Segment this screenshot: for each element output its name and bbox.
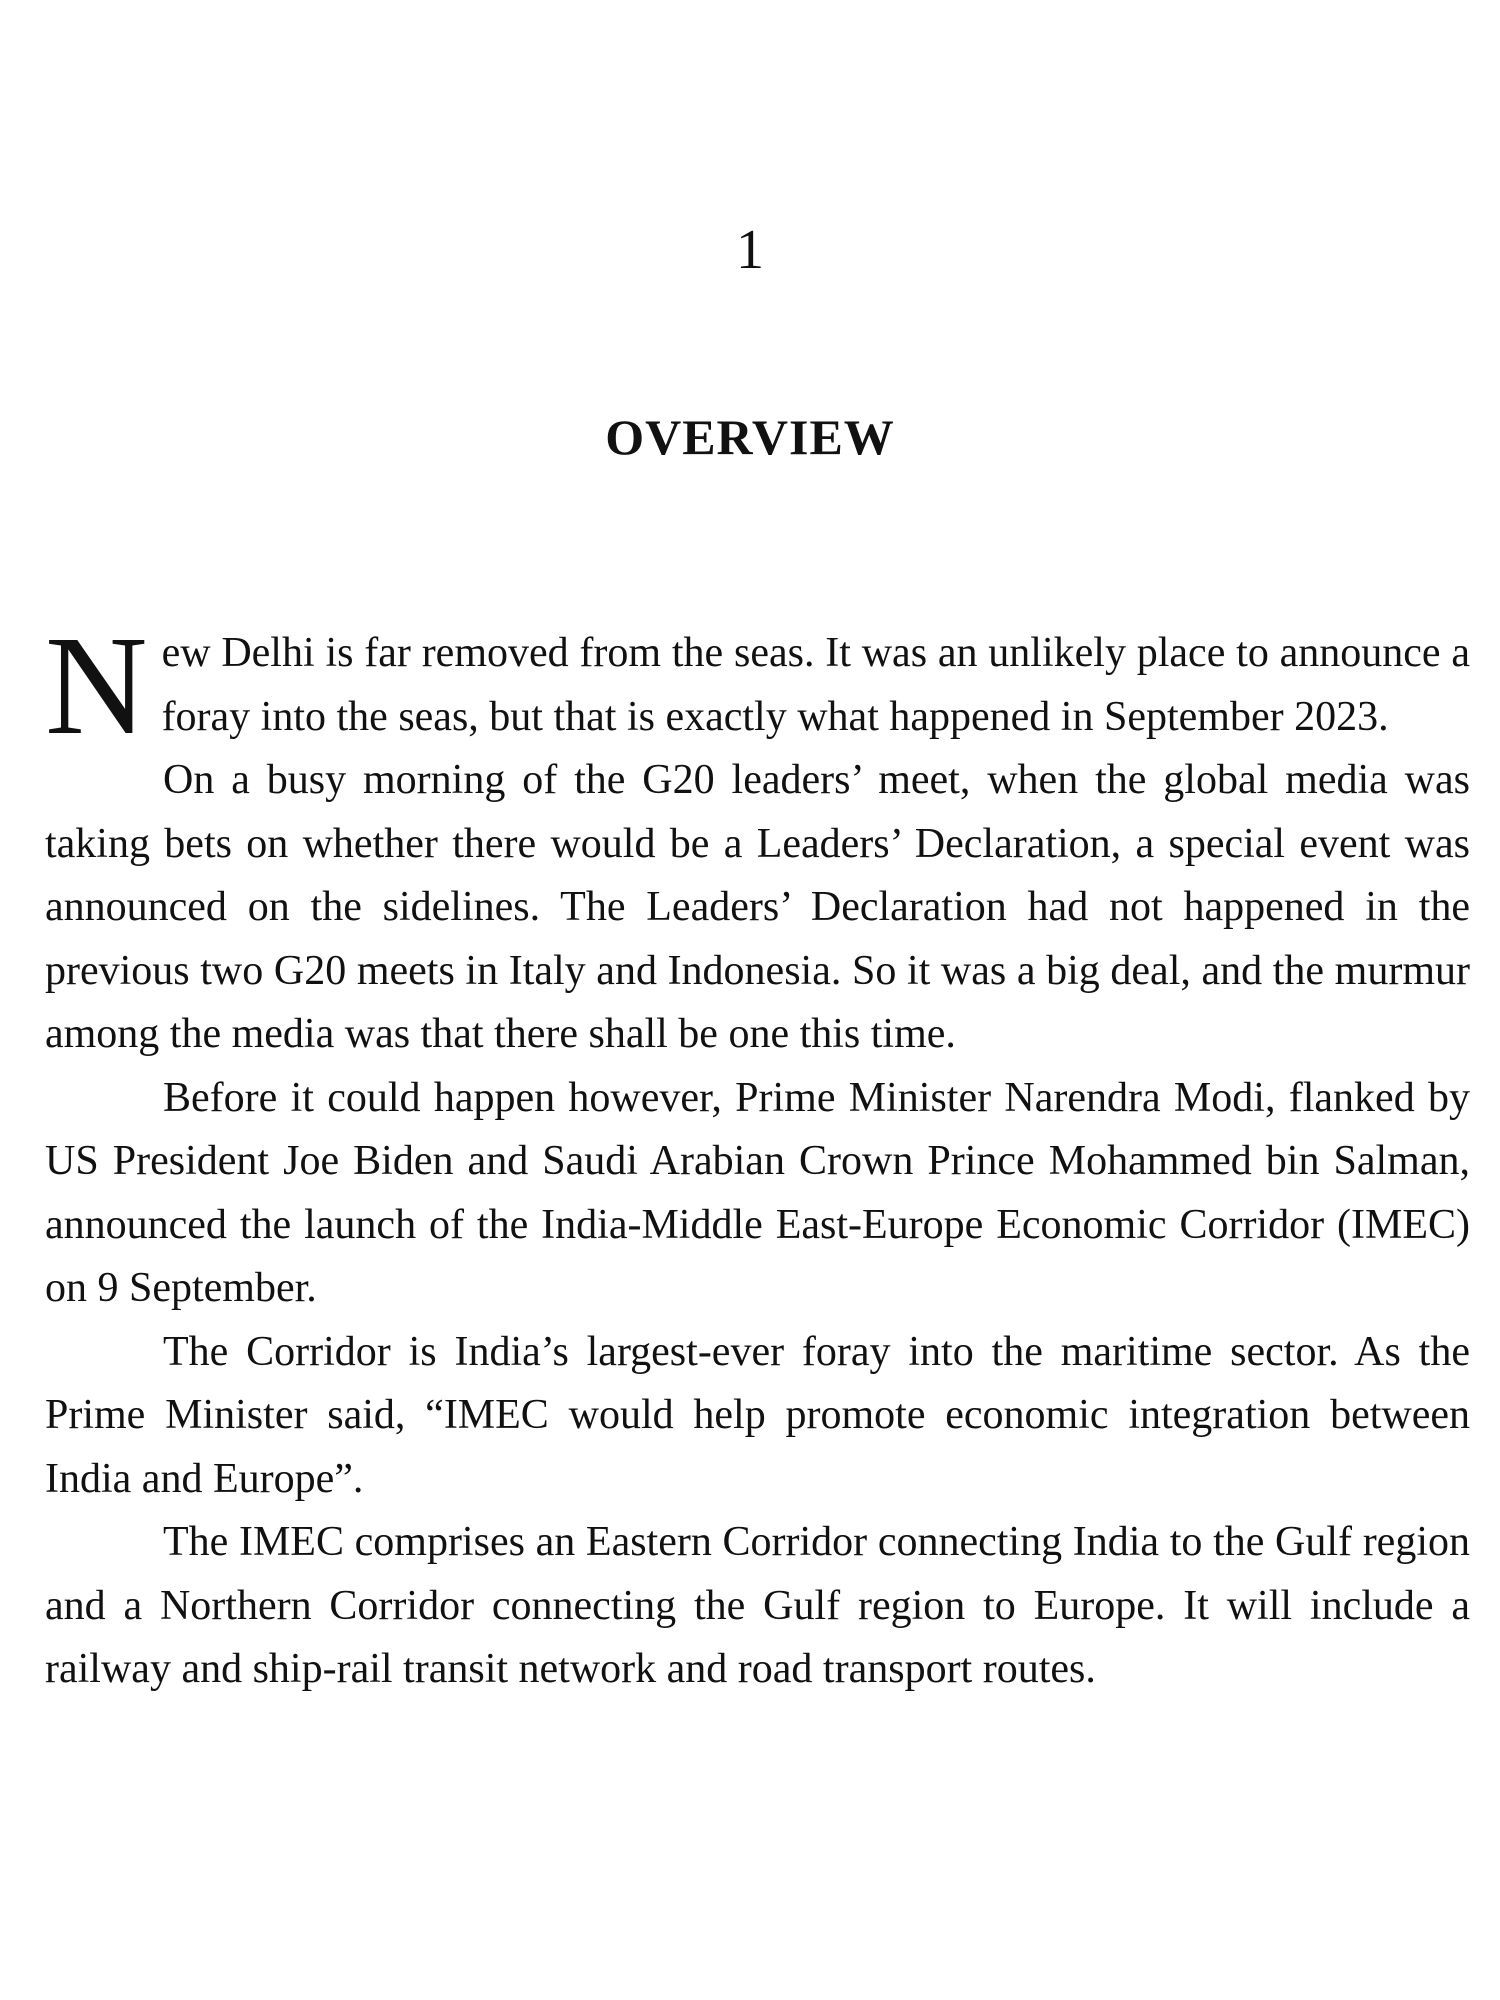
paragraph-5: The IMEC comprises an Eastern Corridor connecting India to the Gulf region and a Northern Corridor connecting the Gulf region to Europe. It will include a railway and ship-rail transit network and road transport routes. [45,1519,1470,1692]
paragraph-1 [45,606,1470,764]
drop-cap: N [45,606,148,764]
chapter-number: 1 [736,219,764,281]
chapter-body [45,606,1470,1702]
paragraph-1-text: ew Delhi is far removed from the seas. It was an unlikely place to announce a foray into the seas, but that is exactly what happened in September 2023. [161,630,1470,740]
paragraph-2: On a busy morning of the G20 leaders’ meet, when the global media was taking bets on whether there would be a Leaders’ Declaration, a special event was announced on the sidelines. The Leaders’ Declaration had not happened in the previous two G20 meets in Italy and Indonesia. So it was a big deal, and the murmur among the media was that there shall be one this time. [45,757,1470,1057]
paragraph-3: Before it could happen however, Prime Minister Narendra Modi, flanked by US President Joe Biden and Saudi Arabian Crown Prince Mohammed bin Salman, announced the launch of the India-Middle East-Europe Economic Corridor (IMEC) on 9 September. [45,1074,1470,1311]
paragraph-4: The Corridor is India’s largest-ever foray into the maritime sector. As the Prime Minister said, “IMEC would help promote economic integration between India and Europe”. [45,1328,1470,1502]
chapter-title: OVERVIEW [605,409,895,465]
